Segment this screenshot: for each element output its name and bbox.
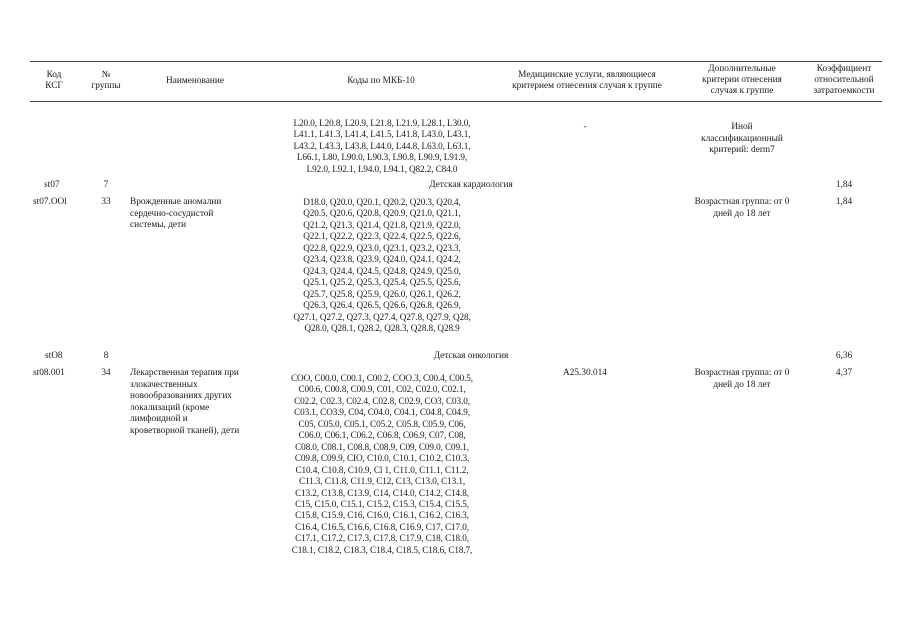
icd-line: C06.0, C06.1, C06.2, C06.8, C06.9, C07, C08, <box>298 430 466 441</box>
name-line: локализаций (кроме <box>130 402 210 413</box>
profile-coefficient: 6,36 <box>835 351 853 361</box>
header-icd-codes: Коды по МКБ-10 <box>347 76 415 86</box>
criteria-line: критерий: derm7 <box>709 145 775 156</box>
header-ksg-code <box>30 70 78 92</box>
row-criteria <box>680 197 804 220</box>
icd-line: Q20.5, Q20.6, Q20.8, Q20.9, Q21.0, Q21.1, <box>303 208 461 219</box>
header-additional-criteria <box>680 64 804 97</box>
icd-line: C15, C15.0, C15.1, C15.2, C15.3, C15.4, C15.5, <box>295 498 469 509</box>
criteria-line: Иной <box>731 122 753 132</box>
icd-line: C00.6, C00.8, C00.9, C01, C02, C02.0, C02.1, <box>298 384 466 395</box>
name-line: кроветворной тканей), дети <box>130 425 240 436</box>
name-line: новообразованиях других <box>130 391 232 402</box>
header-medical-services-line2: критерием отнесения случая к группе <box>512 81 662 91</box>
header-cost-coefficient-line3: затратоемкости <box>813 86 875 96</box>
icd-line: C08.0, C08.1, C08.8, C08.9, C09, C09.0, C09.1, <box>295 441 469 452</box>
icd-line: C05, C05.0, C05.1, C05.2, C05.8, C05.9, C06, <box>298 418 466 429</box>
icd-line: C03.1, CO3.9, C04, C04.0, C04.1, C04.8, C04.9, <box>294 407 470 418</box>
icd-line: Q25.1, Q25.2, Q25.3, Q25.4, Q25.5, Q25.6, <box>303 277 461 288</box>
row-services: A25.30.014 <box>563 368 607 378</box>
icd-line: C17.1, C17.2, C17.3, C17.8, C17.9, C18, C18.0, <box>295 533 469 544</box>
profile-coefficient: 1,84 <box>835 180 853 190</box>
icd-line: Q27.1, Q27.2, Q27.3, Q27.4, Q27.8, Q27.9, Q28, <box>293 311 471 322</box>
icd-line: Q22.1, Q22.2, Q22.3, Q22.4, Q22.5, Q22.6, <box>303 231 461 242</box>
header-bottom-rule <box>30 101 882 102</box>
header-medical-services <box>498 70 676 92</box>
row-coefficient: 1,84 <box>835 197 853 207</box>
profile-code: stO8 <box>45 351 63 361</box>
icd-line: Q23.4, Q23.8, Q23.9, Q24.0, Q24.1, Q24.2, <box>303 254 461 265</box>
icd-line: Q22.8, Q22.9, Q23.0, Q23.1, Q23.2, Q23.3, <box>303 242 461 253</box>
header-group-number-line2: группы <box>91 81 121 91</box>
header-additional-criteria-line2: критерии отнесения <box>702 75 782 85</box>
name-line: Лекарственная терапия при <box>130 368 239 378</box>
name-line: злокачественных <box>130 379 198 390</box>
row-ksg-code: st08.001 <box>33 368 65 378</box>
icd-line: C02.2, C02.3, C02.4, C02.8, C02.9, CO3, C03.0, <box>294 395 470 406</box>
row-group-number: 34 <box>101 368 111 378</box>
icd-line: L20.0, L20.8, L20.9, L21.8, L21.9, L28.1, L30.0, <box>293 118 471 128</box>
profile-group-number: 8 <box>103 351 109 361</box>
header-additional-criteria-line3: случая к группе <box>710 86 774 96</box>
name-line: Врожденные аномалии <box>130 197 222 207</box>
criteria-line: дней до 18 лет <box>713 379 771 390</box>
header-medical-services-line1: Медицинские услуги, являющиеся <box>518 70 656 80</box>
icd-line: C18.1, C18.2, C18.3, C18.4, C18.5, C18.6, C18.7, <box>291 544 473 555</box>
profile-group-number: 7 <box>103 180 109 190</box>
icd-line: L41.1, L41.3, L41.4, L41.5, L41.8, L43.0, L43.1, <box>293 129 471 140</box>
icd-line: Q28.0, Q28.1, Q28.2, Q28.3, Q28.8, Q28.9 <box>304 322 460 333</box>
icd-line: C16.4, C16.5, C16.6, C16.8, C16.9, C17, C17.0, <box>295 521 469 532</box>
header-cost-coefficient <box>806 64 882 97</box>
name-line: сердечно-сосудистой <box>130 208 214 219</box>
icd-line: D18.0, Q20.0, Q20.1, Q20.2, Q20.3, Q20.4, <box>303 197 461 207</box>
icd-line: L43.2, L43.3, L43.8, L44.0, L44.8, L63.0, L63.1, <box>293 140 471 151</box>
header-ksg-code-line2: КСГ <box>45 81 63 91</box>
profile-title: Детская онкология <box>433 351 509 361</box>
criteria-line: классификационный <box>701 133 783 144</box>
row-coefficient: 4,37 <box>835 368 853 378</box>
header-ksg-code-line1: Код <box>46 70 62 80</box>
continuation-services: - <box>583 122 587 132</box>
row-name <box>130 368 264 438</box>
criteria-line: дней до 18 лет <box>713 208 771 219</box>
icd-line: Q24.3, Q24.4, Q24.5, Q24.8, Q24.9, Q25.0, <box>303 265 461 276</box>
icd-line: C13.2, C13.8, C13.9, C14, C14.0, C14.2, C14.8, <box>295 487 469 498</box>
icd-line: L66.1, L80, L90.0, L90.3, L90.8, L90.9, L91.9, <box>296 152 468 163</box>
header-cost-coefficient-line2: относительной <box>814 75 874 85</box>
profile-title: Детская кардиология <box>429 180 513 190</box>
row-ksg-code: st07.OOl <box>33 197 67 207</box>
continuation-criteria <box>680 122 804 157</box>
header-name: Наименование <box>166 76 224 86</box>
criteria-line: Возрастная группа: от 0 <box>694 368 790 378</box>
header-group-number <box>84 70 128 92</box>
continuation-icd-codes <box>268 118 496 175</box>
row-group-number: 33 <box>101 197 111 207</box>
icd-line: Q26.3, Q26.4, Q26.5, Q26.6, Q26.8, Q26.9, <box>303 300 461 311</box>
row-name <box>130 197 264 232</box>
icd-line: L92.0, L92.1, L94.0, L94.1, Q82.2, C84.0 <box>306 163 458 174</box>
icd-line: C09.8, C09.9, CIO, C10.0, C10.1, C10.2, C10.3, <box>294 453 470 464</box>
profile-code: st07 <box>44 180 60 190</box>
row-icd-codes <box>268 373 496 556</box>
icd-line: Q25.7, Q25.8, Q25.9, Q26.0, Q26.1, Q26.2, <box>303 288 461 299</box>
criteria-line: Возрастная группа: от 0 <box>694 197 790 207</box>
header-additional-criteria-line1: Дополнительные <box>708 64 776 74</box>
header-group-number-line1: № <box>101 70 111 80</box>
icd-line: C10.4, C10.8, C10.9, Cl 1, C11.0, C11.1, C11.2, <box>295 464 469 475</box>
name-line: системы, дети <box>130 220 187 231</box>
name-line: лимфоидной и <box>130 414 188 425</box>
header-cost-coefficient-line1: Коэффициент <box>816 64 872 74</box>
icd-line: C11.3, C11.8, C11.9, C12, C13, C13.0, C13.1, <box>298 476 466 487</box>
row-icd-codes <box>268 197 496 334</box>
icd-line: COO, C00.0, C00.1, C00.2, COO.3, C00.4, C00.5, <box>291 373 473 383</box>
row-criteria <box>680 368 804 391</box>
header-top-rule <box>30 61 882 62</box>
icd-line: Q21.2, Q21.3, Q21.4, Q21.8, Q21.9, Q22.0, <box>303 219 461 230</box>
icd-line: C15.8, C15.9, C16, C16.0, C16.1, C16.2, C16.3, <box>295 510 469 521</box>
